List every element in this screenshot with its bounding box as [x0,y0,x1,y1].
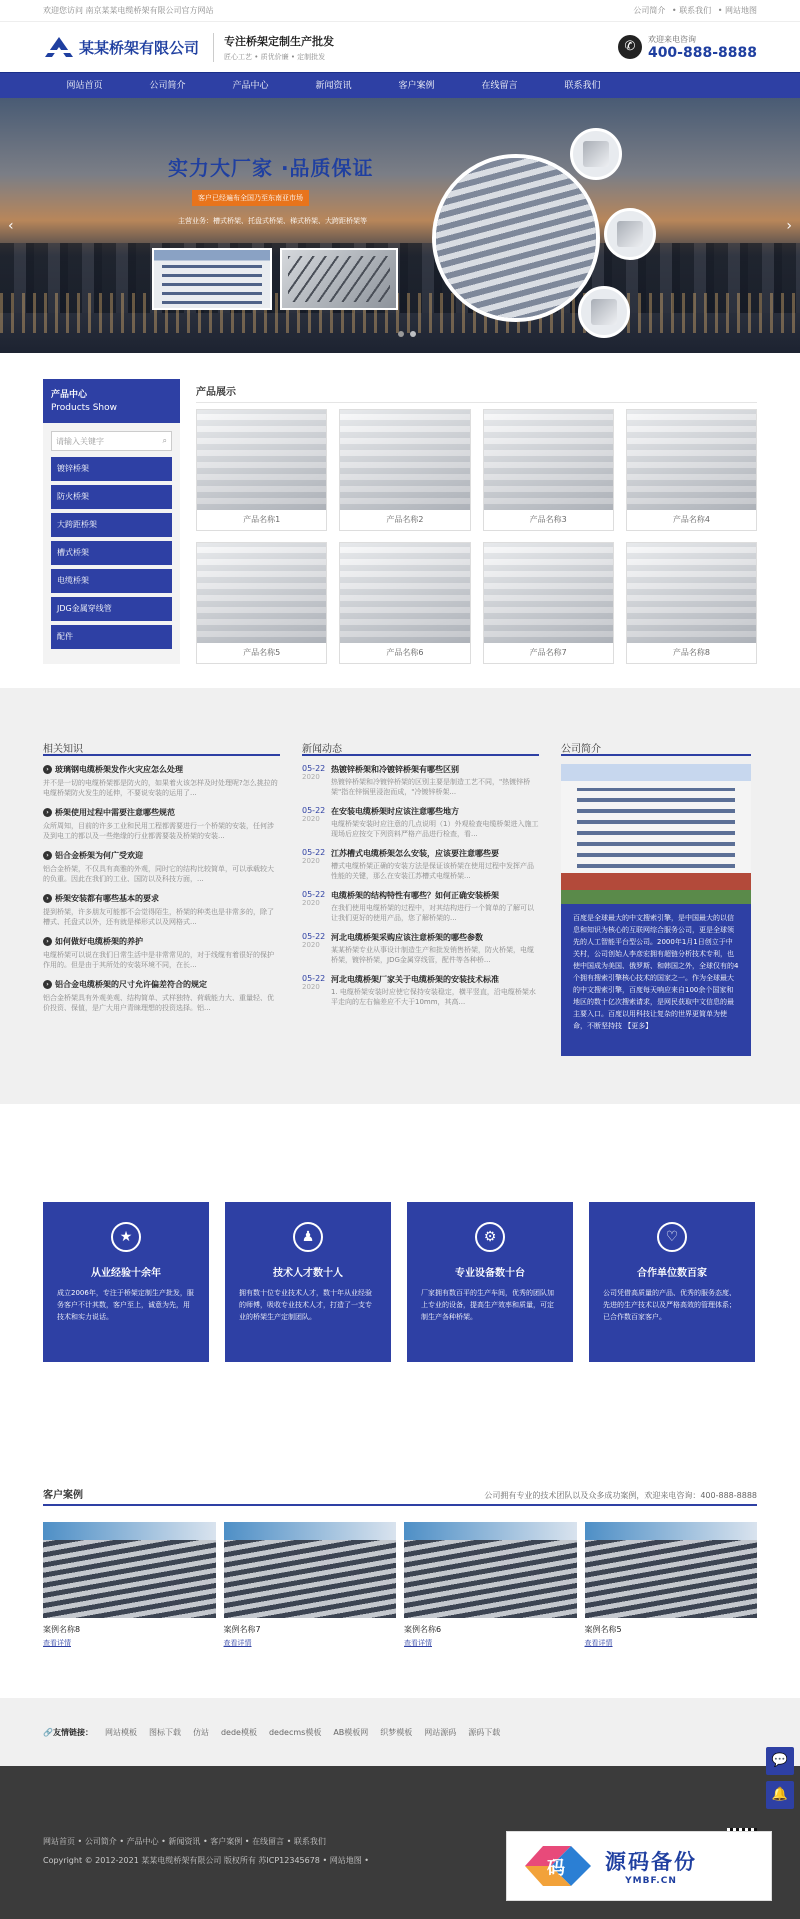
logo-icon [43,35,75,59]
list-item[interactable] [302,806,539,839]
watermark-subtitle: YMBF.CN [625,1876,677,1886]
news-item-title[interactable]: 江苏槽式电缆桥架怎么安装，应该要注意哪些要 [331,849,499,858]
feature-desc: 厂家拥有数百平的生产车间，优秀的团队加上专业的设备，提高生产效率和质量，可定制生产各种桥架。 [421,1289,554,1321]
case-detail-link[interactable]: 查看详情 [43,1639,71,1647]
banner-tag: 客户已经遍布全国乃至东南亚市场 [192,190,309,206]
news-date: 05-22 [302,848,326,857]
feature-desc: 成立2006年，专注于桥架定制生产批发，服务客户不计其数，客户至上，诚意为先，用技术和实力说话。 [57,1289,194,1321]
nav-item-message[interactable]: 在线留言 [481,81,518,91]
banner-next-arrow-icon[interactable]: › [786,218,792,234]
bullet-icon: › [43,980,52,989]
product-image [197,410,326,510]
friend-link[interactable]: dedecms模板 [268,1727,322,1737]
knowledge-item-desc: 铝合金桥架，不仅具有高雅的外观，同时它的结构比较简单，可以承载较大的负重。因此在我们的工业、国防以及科技方面，... [43,865,274,883]
copyright: Copyright © 2012-2021 某某电缆桥架有限公司 版权所有 苏ICP12345678 • 网站地图 • [43,1856,369,1865]
banner-photo-cable-tray [280,248,398,310]
friend-links [0,1698,800,1766]
logo-text: 某某桥架有限公司 [79,38,200,57]
product-card[interactable] [196,542,327,664]
banner-circle-image [432,154,600,322]
news-item-title[interactable]: 河北电缆桥架厂家关于电缆桥架的安装技术标准 [331,975,499,984]
top-link-sitemap[interactable]: 网站地图 [725,6,757,15]
slogan-main: 专注桥架定制生产批发 [224,34,335,48]
news-title: 新闻动态 [302,740,539,756]
link-icon: 🔗 [43,1727,53,1737]
about-image [561,764,751,904]
list-item[interactable] [43,936,280,970]
news-date: 05-22 [302,764,326,773]
bullet-icon: › [43,765,52,774]
list-item[interactable] [43,807,280,841]
news-item-desc: 某某桥架专业从事设计制造生产和批发销售桥架，防火桥架，电缆桥架，镀锌桥架，JDG金属穿线管，配件等各种桥... [331,946,534,964]
equipment-icon: ⚙ [475,1222,505,1252]
news-item-title[interactable]: 电缆桥架的结构特性有哪些？如何正确安装桥架 [331,891,499,900]
feature-card-talent [225,1202,391,1362]
watermark-title: 源码备份 [605,1850,697,1874]
list-item[interactable] [43,979,280,1013]
news-date: 05-22 [302,974,326,983]
case-grid [43,1522,757,1648]
product-search-input[interactable] [51,431,172,451]
banner-dots [398,331,416,337]
product-showcase [196,379,757,664]
banner-mini-image-2 [604,208,656,260]
product-card[interactable] [483,542,614,664]
sidebar-item-long-span[interactable]: 大跨距桥架 [51,513,172,537]
knowledge-title: 相关知识 [43,740,280,756]
feature-desc: 拥有数十位专业技术人才，数十年从业经验的师傅，吸收专业技术人才，打造了一支专业的桥架生产定制团队。 [239,1289,372,1321]
cases-header [43,1486,757,1506]
knowledge-column [43,740,280,1056]
list-item[interactable] [302,932,539,965]
feature-desc: 公司凭借高质量的产品、优秀的服务态度、先进的生产技术以及严格高效的管理体系；已合作数百家客户。 [603,1289,736,1321]
banner-dot-2[interactable] [410,331,416,337]
bullet-icon: › [43,808,52,817]
cases-section [0,1482,800,1698]
sidebar-item-galvanized[interactable]: 镀锌桥架 [51,457,172,481]
product-image [197,543,326,643]
products-section [0,353,800,688]
product-card[interactable] [339,409,470,531]
banner-dot-1[interactable] [398,331,404,337]
bullet-icon: › [43,851,52,860]
product-name: 产品名称8 [672,648,710,657]
news-item-desc: 1. 电缆桥架安装时应使它保持安装稳定，横平竖直，沿电缆桥架水平走向的左右偏差应不大于10mm，其高... [331,988,536,1006]
case-image [404,1522,577,1618]
case-detail-link[interactable]: 查看详情 [404,1639,432,1647]
news-year: 2020 [302,899,320,907]
knowledge-item-desc: 并不是一切的电缆桥架都是防火的，如果着火该怎样及时处理呢?怎么挑拉的电缆桥架防火发生的延伸，不要说安装的运用了... [43,779,278,797]
knowledge-item-desc: 众所周知，目前的许多工业和民用工程都需要进行一个桥架的安装，任何涉及到电工的都以及一些绝缘的行业都需要装及桥架的安装... [43,822,274,840]
news-item-desc: 热镀锌桥架和冷镀锌桥架的区别主要是制造工艺不同，"热镀锌桥架"指在锌锅里浸泡而成，"冷镀锌桥架... [331,778,531,796]
list-item[interactable] [43,850,280,884]
welcome-text: 欢迎您访问 南京某某电缆桥架有限公司官方网站 [43,6,214,15]
case-image [585,1522,758,1618]
footer-link[interactable]: 在线留言 [252,1837,285,1846]
sidebar-item-accessories[interactable]: 配件 [51,625,172,649]
case-card[interactable] [43,1522,216,1648]
star-icon: ★ [111,1222,141,1252]
product-name: 产品名称3 [529,515,567,524]
knowledge-item-title[interactable]: 如何做好电缆桥架的养护 [55,937,143,946]
phone-icon: ✆ [618,35,642,59]
sidebar-item-trough[interactable]: 槽式桥架 [51,541,172,565]
feature-title: 从业经验十余年 [91,1268,161,1279]
news-year: 2020 [302,773,320,781]
knowledge-item-title[interactable]: 玻璃钢电缆桥架发作火灾应怎么处理 [55,765,183,774]
people-icon: ♟ [293,1222,323,1252]
news-column [302,740,539,1056]
top-link-contact[interactable]: 联系我们 [679,6,712,15]
friend-link[interactable]: 织梦模板 [380,1727,413,1737]
feature-card-equipment [407,1202,573,1362]
product-name: 产品名称1 [243,515,281,524]
product-name: 产品名称5 [243,648,281,657]
list-item[interactable] [43,764,280,798]
knowledge-item-title[interactable]: 铝合金桥架为何广受欢迎 [55,851,143,860]
news-item-desc: 在我们使用电缆桥架的过程中，对其结构进行一个简单的了解可以让我们更好的使用产品，您了解桥架的... [331,904,534,922]
feature-card-experience [43,1202,209,1362]
cases-title: 客户案例 [43,1490,83,1501]
watermark-logo-icon [521,1842,595,1890]
news-item-title[interactable]: 在安装电缆桥架时应该注意哪些地方 [331,807,459,816]
friend-link[interactable]: AB模板网 [333,1727,369,1737]
footer-link[interactable]: 公司简介 [84,1837,117,1846]
case-detail-link[interactable]: 查看详情 [223,1639,252,1647]
list-item[interactable] [302,764,539,797]
case-card[interactable] [404,1522,577,1648]
knowledge-item-desc: 铝合金桥架具有外观美观、结构简单、式样独特、荷载能力大、重量轻、优价投资、保值，是广大用户青睐理想的投资选择。铝... [43,994,274,1012]
case-name: 案例名称6 [404,1625,442,1634]
feature-title: 合作单位数百家 [637,1268,707,1279]
notify-float-button[interactable]: 🔔 [766,1781,794,1809]
case-detail-link[interactable]: 查看详情 [584,1639,613,1647]
sidebar-item-cable[interactable]: 电缆桥架 [51,569,172,593]
nav-item-home[interactable]: 网站首页 [66,81,103,91]
banner-prev-arrow-icon[interactable]: ‹ [8,218,14,234]
news-date: 05-22 [302,890,326,899]
product-card[interactable] [196,409,327,531]
watermark [506,1831,772,1901]
friend-links-label: 🔗友情链接： [43,1727,93,1737]
footer-link[interactable]: 产品中心 [126,1837,159,1846]
product-name: 产品名称7 [529,648,567,657]
product-card[interactable] [626,542,757,664]
nav-item-about[interactable]: 公司简介 [149,81,186,91]
cases-note: 公司拥有专业的技术团队以及众多成功案例，欢迎来电咨询：400-888-8888 [484,1491,757,1500]
case-name: 案例名称7 [223,1625,261,1634]
top-bar [0,0,800,22]
search-placeholder: 请输入关键字 [56,436,104,446]
list-item[interactable] [302,890,539,923]
friend-link[interactable]: 图标下载 [148,1727,181,1737]
banner-title: 实力大厂家 ·品质保证 [168,156,374,180]
top-link-about[interactable]: 公司简介 [633,6,666,15]
nav-item-cases[interactable]: 客户案例 [398,81,435,91]
bullet-icon: › [43,894,52,903]
news-item-title[interactable]: 热镀锌桥架和冷镀锌桥架有哪些区别 [331,765,459,774]
news-item-desc: 电缆桥架安装时应注意的几点说明（1）外观检查电缆桥架进入施工现场后应按交下列资料严格产品进行检查，看... [331,820,539,838]
case-name: 案例名称5 [584,1625,622,1634]
case-name: 案例名称8 [43,1625,81,1634]
friend-link[interactable]: dede模板 [220,1727,257,1737]
friend-link[interactable]: 网站源码 [424,1727,457,1737]
friend-link[interactable]: 仿站 [192,1727,209,1737]
news-year: 2020 [302,857,320,865]
sidebar-header [43,379,180,423]
case-card[interactable] [224,1522,397,1648]
news-date: 05-22 [302,932,326,941]
banner-photo-building [152,248,272,310]
sidebar-item-fireproof[interactable]: 防火桥架 [51,485,172,509]
search-icon[interactable]: ⌕ [162,436,167,445]
friend-link[interactable]: 源码下载 [468,1727,501,1737]
product-card[interactable] [483,409,614,531]
site-header [0,22,800,72]
bullet-icon: › [43,937,52,946]
product-image [340,543,469,643]
product-card[interactable] [626,409,757,531]
sidebar-item-jdg[interactable]: JDG金属穿线管 [51,597,172,621]
slogan-sub: 匠心工艺 • 质优价廉 • 定制批发 [224,52,326,61]
hotline [618,34,757,61]
knowledge-item-title[interactable]: 桥架使用过程中需要注意哪些规范 [55,808,175,817]
footer-link[interactable]: 客户案例 [210,1837,243,1846]
handshake-heart-icon: ♡ [657,1222,687,1252]
knowledge-item-title[interactable]: 铝合金电缆桥架的尺寸允许偏差符合的规定 [55,980,207,989]
news-item-desc: 槽式电缆桥架正确的安装方法是保证该桥架在使用过程中发挥产品性能的关键，那么在安装江苏槽式电缆桥架... [331,862,534,880]
product-image [484,410,613,510]
banner-mini-image-3 [578,286,630,338]
product-image [484,543,613,643]
nav-item-news[interactable]: 新闻资讯 [315,81,352,91]
product-name: 产品名称4 [672,515,710,524]
list-item[interactable] [302,974,539,1007]
footer-link[interactable]: 新闻资讯 [168,1837,201,1846]
footer-nav: 网站首页 • 公司简介 • 产品中心 • 新闻资讯 • 客户案例 • 在线留言 • 联系我们 [43,1837,326,1846]
knowledge-item-desc: 电缆桥架可以说在我们日常生活中是非常常见的，对于线缆有着很好的保护作用的。但是由于其所处的安装环境不同，在长... [43,951,274,969]
feature-card-partners [589,1202,755,1362]
feature-title: 专业设备数十台 [455,1268,525,1279]
list-item[interactable] [302,848,539,881]
product-sidebar [43,379,180,664]
nav-item-products[interactable]: 产品中心 [232,81,269,91]
footer-link[interactable]: 联系我们 [293,1837,326,1846]
logo[interactable] [43,35,199,59]
news-date: 05-22 [302,806,326,815]
banner-business-line: 主营业务：槽式桥架、托盘式桥架、梯式桥架、大跨距桥架等 [178,217,367,225]
list-item[interactable] [43,893,280,927]
hotline-number: 400-888-8888 [647,44,757,61]
nav-item-contact[interactable]: 联系我们 [564,81,601,91]
news-year: 2020 [302,941,320,949]
news-year: 2020 [302,815,320,823]
watermark-glyph: 码 [547,1858,565,1879]
feature-title: 技术人才数十人 [273,1268,343,1279]
friend-link[interactable]: 网站模板 [104,1727,137,1737]
product-image [627,543,756,643]
case-card[interactable] [585,1522,758,1648]
news-year: 2020 [302,983,320,991]
product-image [340,410,469,510]
product-card[interactable] [339,542,470,664]
main-nav [0,72,800,98]
slogan [213,33,334,62]
top-links: 公司简介 • 联系我们 • 网站地图 [633,6,757,15]
chat-float-button[interactable]: 💬 [766,1747,794,1775]
features-section [0,1104,800,1482]
sidebar-title-en: Products Show [51,403,118,413]
product-showcase-title: 产品展示 [196,379,757,403]
product-name: 产品名称6 [386,648,424,657]
footer-link[interactable]: 网站首页 [43,1837,75,1846]
news-section [0,688,800,1104]
about-text: 百度是全球最大的中文搜索引擎，是中国最大的以信息和知识为核心的互联网综合服务公司，更是全球领先的人工智能平台型公司。2000年1月1日创立于中关村，公司创始人李彦宏拥有超链分析技术专利，也使中国成为美国、俄罗斯、和韩国之外，全球仅有的4个拥有搜索引擎核心技术的国家之一。作为全球最大的中文搜索引擎，百度每天响应来自100余个国家和地区的数十亿次搜索请求，是网民获取中文信息的最主要入口。百度以用科技让复杂的世界更简单为使命，不断坚持技 【更多】 [561,904,751,1056]
hero-banner[interactable] [0,98,800,353]
news-item-title[interactable]: 河北电缆桥架采购应该注意桥架的哪些参数 [331,933,483,942]
sidebar-title-cn: 产品中心 [51,390,88,400]
case-image [43,1522,216,1618]
product-image [627,410,756,510]
about-more-link[interactable]: 【更多】 [624,1022,653,1030]
knowledge-item-desc: 提到桥架，许多朋友可能都不会觉得陌生，桥架的种类也是非常多的，除了槽式、托盘式以外，还有就是梯形式以及网格式... [43,908,274,926]
product-name: 产品名称2 [386,515,424,524]
product-grid [196,409,757,664]
about-column [561,740,751,1056]
banner-mini-image-1 [570,128,622,180]
hotline-label: 欢迎来电咨询 [647,34,696,44]
case-image [224,1522,397,1618]
knowledge-item-title[interactable]: 桥架安装都有哪些基本的要求 [55,894,159,903]
about-title: 公司简介 [561,740,751,756]
